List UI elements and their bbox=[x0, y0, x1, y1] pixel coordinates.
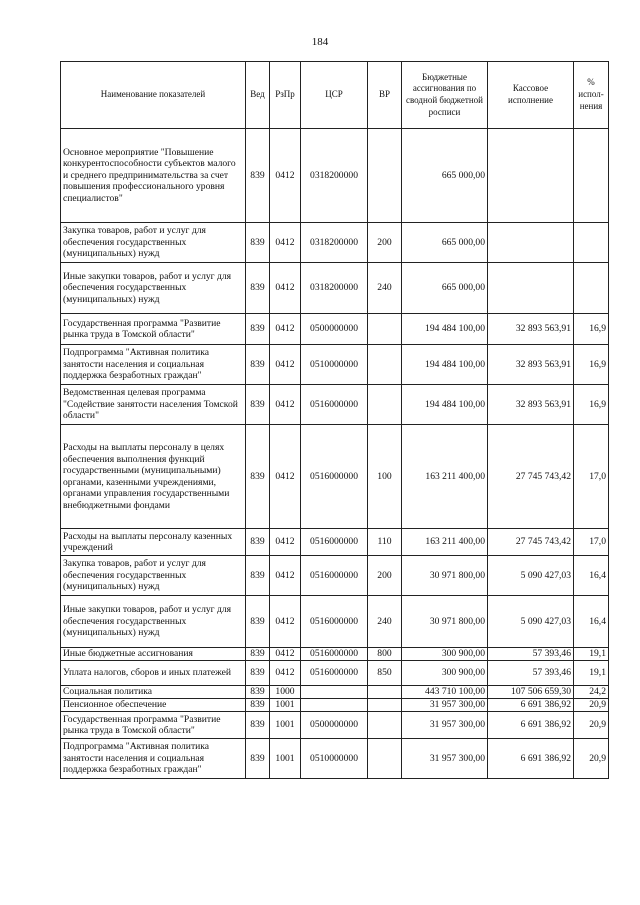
cell-kassa: 6 691 386,92 bbox=[488, 739, 574, 779]
cell-ved: 839 bbox=[246, 648, 270, 661]
cell-name: Иные закупки товаров, работ и услуг для обеспечения государственных (муниципальных) нужд bbox=[61, 596, 246, 648]
cell-budget: 163 211 400,00 bbox=[402, 529, 488, 556]
cell-rzpr: 0412 bbox=[270, 263, 301, 314]
table-row bbox=[61, 699, 609, 712]
cell-vr bbox=[368, 314, 402, 345]
cell-name: Социальная политика bbox=[61, 686, 246, 699]
cell-rzpr: 0412 bbox=[270, 425, 301, 529]
cell-budget: 300 900,00 bbox=[402, 648, 488, 661]
cell-budget: 31 957 300,00 bbox=[402, 739, 488, 779]
cell-vr: 200 bbox=[368, 556, 402, 596]
cell-rzpr: 0412 bbox=[270, 129, 301, 223]
cell-rzpr: 0412 bbox=[270, 314, 301, 345]
cell-vr: 850 bbox=[368, 661, 402, 686]
table-row bbox=[61, 314, 609, 345]
cell-kassa: 27 745 743,42 bbox=[488, 425, 574, 529]
cell-rzpr: 0412 bbox=[270, 223, 301, 263]
cell-ved: 839 bbox=[246, 556, 270, 596]
page-number: 184 bbox=[311, 36, 329, 48]
header-name: Наименование показателей bbox=[61, 62, 246, 129]
table-row bbox=[61, 739, 609, 779]
cell-rzpr: 0412 bbox=[270, 529, 301, 556]
cell-kassa: 32 893 563,91 bbox=[488, 345, 574, 385]
cell-csr: 0516000000 bbox=[301, 596, 368, 648]
table-row bbox=[61, 263, 609, 314]
cell-budget: 31 957 300,00 bbox=[402, 699, 488, 712]
table-row bbox=[61, 223, 609, 263]
cell-budget: 31 957 300,00 bbox=[402, 712, 488, 739]
cell-ved: 839 bbox=[246, 596, 270, 648]
cell-vr: 200 bbox=[368, 223, 402, 263]
cell-csr: 0500000000 bbox=[301, 314, 368, 345]
cell-ved: 839 bbox=[246, 345, 270, 385]
cell-budget: 665 000,00 bbox=[402, 129, 488, 223]
table-row bbox=[61, 712, 609, 739]
cell-ved: 839 bbox=[246, 314, 270, 345]
cell-vr: 100 bbox=[368, 425, 402, 529]
cell-kassa: 107 506 659,30 bbox=[488, 686, 574, 699]
cell-budget: 194 484 100,00 bbox=[402, 314, 488, 345]
cell-vr bbox=[368, 129, 402, 223]
cell-pct: 16,9 bbox=[574, 345, 609, 385]
cell-kassa bbox=[488, 223, 574, 263]
cell-name: Иные бюджетные ассигнования bbox=[61, 648, 246, 661]
table-row bbox=[61, 661, 609, 686]
cell-kassa: 27 745 743,42 bbox=[488, 529, 574, 556]
cell-pct: 17,0 bbox=[574, 425, 609, 529]
cell-pct: 16,4 bbox=[574, 556, 609, 596]
cell-rzpr: 1001 bbox=[270, 699, 301, 712]
header-row bbox=[61, 62, 609, 129]
cell-budget: 30 971 800,00 bbox=[402, 556, 488, 596]
cell-vr bbox=[368, 699, 402, 712]
cell-budget: 300 900,00 bbox=[402, 661, 488, 686]
cell-csr: 0318200000 bbox=[301, 223, 368, 263]
cell-ved: 839 bbox=[246, 385, 270, 425]
cell-pct: 19,1 bbox=[574, 661, 609, 686]
header-ved: Вед bbox=[246, 62, 270, 129]
cell-ved: 839 bbox=[246, 425, 270, 529]
cell-ved: 839 bbox=[246, 661, 270, 686]
cell-kassa: 57 393,46 bbox=[488, 648, 574, 661]
cell-pct: 16,9 bbox=[574, 314, 609, 345]
cell-pct bbox=[574, 223, 609, 263]
cell-name: Иные закупки товаров, работ и услуг для обеспечения государственных (муниципальных) нужд bbox=[61, 263, 246, 314]
cell-vr bbox=[368, 345, 402, 385]
cell-pct: 20,9 bbox=[574, 739, 609, 779]
header-rzpr: РзПр bbox=[270, 62, 301, 129]
cell-csr: 0516000000 bbox=[301, 425, 368, 529]
cell-rzpr: 0412 bbox=[270, 661, 301, 686]
cell-csr: 0318200000 bbox=[301, 263, 368, 314]
cell-pct bbox=[574, 263, 609, 314]
cell-csr: 0516000000 bbox=[301, 661, 368, 686]
cell-csr: 0318200000 bbox=[301, 129, 368, 223]
cell-pct: 20,9 bbox=[574, 712, 609, 739]
cell-rzpr: 1001 bbox=[270, 739, 301, 779]
cell-name: Уплата налогов, сборов и иных платежей bbox=[61, 661, 246, 686]
table-row bbox=[61, 425, 609, 529]
cell-csr: 0500000000 bbox=[301, 712, 368, 739]
cell-kassa bbox=[488, 263, 574, 314]
cell-ved: 839 bbox=[246, 686, 270, 699]
cell-csr: 0516000000 bbox=[301, 556, 368, 596]
cell-budget: 194 484 100,00 bbox=[402, 385, 488, 425]
header-pct: % испол-нения bbox=[574, 62, 609, 129]
cell-name: Расходы на выплаты персоналу казенных учреждений bbox=[61, 529, 246, 556]
cell-budget: 443 710 100,00 bbox=[402, 686, 488, 699]
cell-vr bbox=[368, 739, 402, 779]
cell-rzpr: 0412 bbox=[270, 556, 301, 596]
table-row bbox=[61, 556, 609, 596]
cell-rzpr: 0412 bbox=[270, 596, 301, 648]
table-row bbox=[61, 345, 609, 385]
cell-vr: 800 bbox=[368, 648, 402, 661]
budget-execution-table bbox=[60, 61, 609, 779]
cell-pct: 16,9 bbox=[574, 385, 609, 425]
cell-kassa: 6 691 386,92 bbox=[488, 699, 574, 712]
cell-budget: 665 000,00 bbox=[402, 263, 488, 314]
cell-name: Закупка товаров, работ и услуг для обеспечения государственных (муниципальных) нужд bbox=[61, 223, 246, 263]
cell-name: Основное мероприятие "Повышение конкурентоспособности субъектов малого и среднего предпринимательства за счет повышения профессионального уровня специалистов" bbox=[61, 129, 246, 223]
cell-pct: 20,9 bbox=[574, 699, 609, 712]
table-row bbox=[61, 648, 609, 661]
cell-pct: 19,1 bbox=[574, 648, 609, 661]
cell-name: Подпрограмма "Активная политика занятости населения и социальная поддержка безработных граждан" bbox=[61, 345, 246, 385]
cell-name: Государственная программа "Развитие рынка труда в Томской области" bbox=[61, 712, 246, 739]
cell-vr: 110 bbox=[368, 529, 402, 556]
cell-ved: 839 bbox=[246, 712, 270, 739]
cell-kassa bbox=[488, 129, 574, 223]
cell-ved: 839 bbox=[246, 129, 270, 223]
cell-csr: 0516000000 bbox=[301, 529, 368, 556]
cell-pct bbox=[574, 129, 609, 223]
header-csr: ЦСР bbox=[301, 62, 368, 129]
cell-kassa: 32 893 563,91 bbox=[488, 314, 574, 345]
cell-rzpr: 0412 bbox=[270, 648, 301, 661]
table-row bbox=[61, 596, 609, 648]
table-row bbox=[61, 686, 609, 699]
header-budget: Бюджетные ассигнования по сводной бюджетной росписи bbox=[402, 62, 488, 129]
cell-name: Расходы на выплаты персоналу в целях обеспечения выполнения функций государственными (муниципальными) органами, казенными учреждениями, органами управления государственными внебюджетными фондами bbox=[61, 425, 246, 529]
cell-csr: 0516000000 bbox=[301, 648, 368, 661]
cell-ved: 839 bbox=[246, 263, 270, 314]
cell-csr: 0510000000 bbox=[301, 739, 368, 779]
table-body bbox=[61, 129, 609, 779]
cell-vr bbox=[368, 686, 402, 699]
cell-budget: 163 211 400,00 bbox=[402, 425, 488, 529]
cell-name: Пенсионное обеспечение bbox=[61, 699, 246, 712]
table-row bbox=[61, 385, 609, 425]
cell-budget: 30 971 800,00 bbox=[402, 596, 488, 648]
cell-vr: 240 bbox=[368, 596, 402, 648]
cell-csr bbox=[301, 686, 368, 699]
cell-kassa: 32 893 563,91 bbox=[488, 385, 574, 425]
cell-ved: 839 bbox=[246, 699, 270, 712]
cell-rzpr: 0412 bbox=[270, 385, 301, 425]
cell-budget: 665 000,00 bbox=[402, 223, 488, 263]
cell-vr bbox=[368, 712, 402, 739]
cell-name: Закупка товаров, работ и услуг для обеспечения государственных (муниципальных) нужд bbox=[61, 556, 246, 596]
cell-csr: 0510000000 bbox=[301, 345, 368, 385]
cell-ved: 839 bbox=[246, 739, 270, 779]
cell-csr bbox=[301, 699, 368, 712]
cell-ved: 839 bbox=[246, 529, 270, 556]
cell-pct: 24,2 bbox=[574, 686, 609, 699]
cell-pct: 17,0 bbox=[574, 529, 609, 556]
cell-ved: 839 bbox=[246, 223, 270, 263]
cell-pct: 16,4 bbox=[574, 596, 609, 648]
header-vr: ВР bbox=[368, 62, 402, 129]
header-kassa: Кассовое исполнение bbox=[488, 62, 574, 129]
cell-kassa: 5 090 427,03 bbox=[488, 596, 574, 648]
cell-vr bbox=[368, 385, 402, 425]
cell-kassa: 5 090 427,03 bbox=[488, 556, 574, 596]
cell-vr: 240 bbox=[368, 263, 402, 314]
cell-csr: 0516000000 bbox=[301, 385, 368, 425]
cell-name: Ведомственная целевая программа "Содействие занятости населения Томской области" bbox=[61, 385, 246, 425]
table-row bbox=[61, 529, 609, 556]
cell-rzpr: 1000 bbox=[270, 686, 301, 699]
cell-kassa: 57 393,46 bbox=[488, 661, 574, 686]
cell-name: Подпрограмма "Активная политика занятости населения и социальная поддержка безработных граждан" bbox=[61, 739, 246, 779]
cell-kassa: 6 691 386,92 bbox=[488, 712, 574, 739]
cell-rzpr: 0412 bbox=[270, 345, 301, 385]
cell-rzpr: 1001 bbox=[270, 712, 301, 739]
cell-budget: 194 484 100,00 bbox=[402, 345, 488, 385]
cell-name: Государственная программа "Развитие рынка труда в Томской области" bbox=[61, 314, 246, 345]
table-row bbox=[61, 129, 609, 223]
